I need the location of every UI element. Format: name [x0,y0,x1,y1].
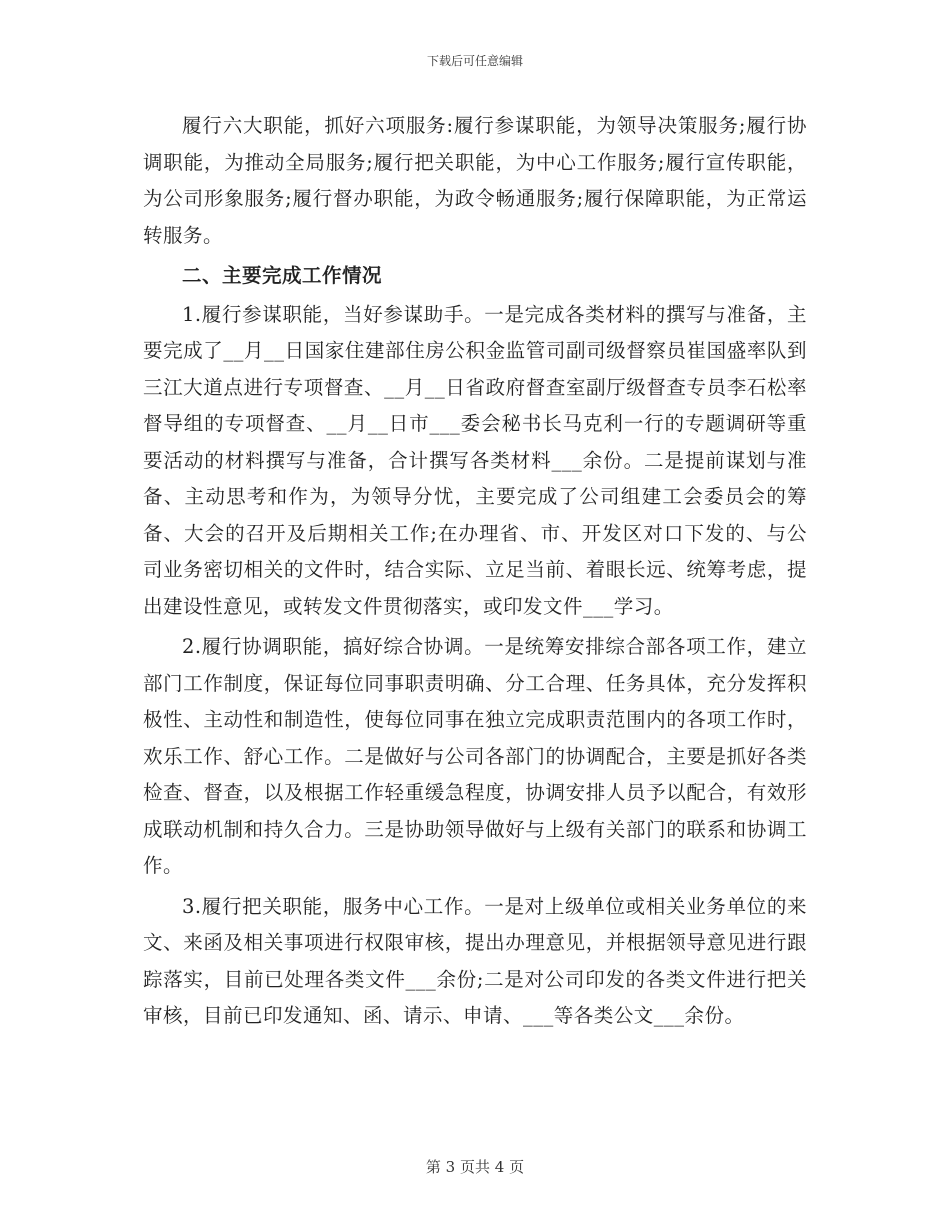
document-body [143,108,807,1039]
intro-paragraph: 履行六大职能，抓好六项服务:履行参谋职能，为领导决策服务;履行协调职能，为推动全局服务;履行把关职能，为中心工作服务;履行宣传职能，为公司形象服务;履行督办职能，为政令畅通服务;履行保障职能，为正常运转服务。 [143,114,807,247]
page-header: 下载后可任意编辑 [426,54,523,68]
section-heading: 二、主要完成工作情况 [182,264,383,287]
page-number: 第 3 页共 4 页 [425,1158,525,1176]
item-1-paragraph: 1.履行参谋职能，当好参谋助手。一是完成各类材料的撰写与准备，主要完成了__月__日国家住建部住房公积金监管司副司级督察员崔国盛率队到三江大道点进行专项督查、__月__日省政府督查室副厅级督查专员李石松率督导组的专项督查、__月__日市___委会秘书长马克利一行的专题调研等重要活动的材料撰写与准备，合计撰写各类材料___余份。二是提前谋划与准备、主动思考和作为，为领导分忧，主要完成了公司组建工会委员会的筹备、大会的召开及后期相关工作;在办理省、市、开发区对口下发的、与公司业务密切相关的文件时，结合实际、立足当前、着眼长远、统筹考虑，提出建设性意见，或转发文件贯彻落实，或印发文件___学习。 [143,302,807,618]
item-2-paragraph: 2.履行协调职能，搞好综合协调。一是统筹安排综合部各项工作，建立部门工作制度，保证每位同事职责明确、分工合理、任务具体，充分发挥积极性、主动性和制造性，使每位同事在独立完成职责范围内的各项工作时，欢乐工作、舒心工作。二是做好与公司各部门的协调配合，主要是抓好各类检查、督查，以及根据工作轻重缓急程度，协调安排人员予以配合，有效形成联动机制和持久合力。三是协助领导做好与上级有关部门的联系和协调工作。 [143,635,807,877]
item-3-paragraph: 3.履行把关职能，服务中心工作。一是对上级单位或相关业务单位的来文、来函及相关事项进行权限审核，提出办理意见，并根据领导意见进行跟踪落实，目前已处理各类文件___余份;二是对公司印发的各类文件进行把关审核，目前已印发通知、函、请示、申请、___等各类公文___余份。 [143,894,807,1027]
